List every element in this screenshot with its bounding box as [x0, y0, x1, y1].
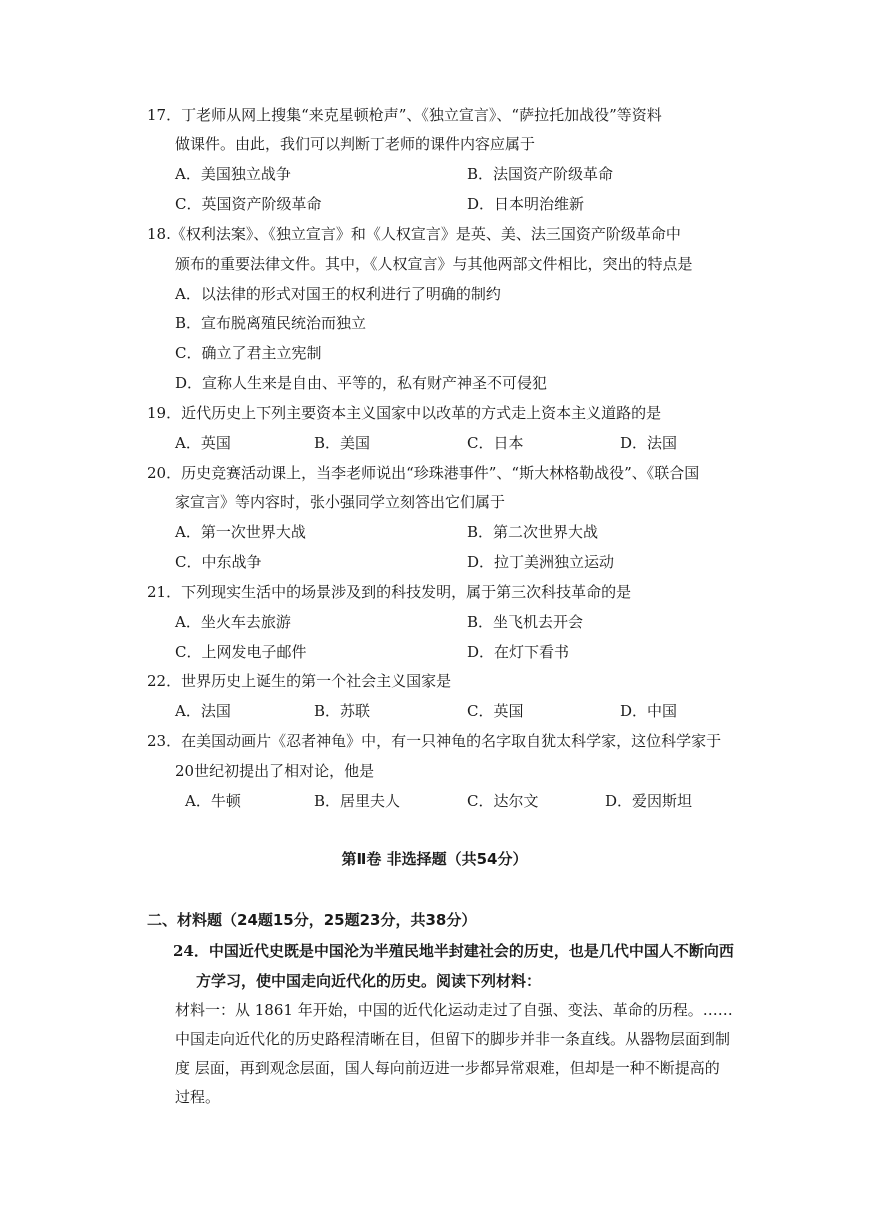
- q24-material1-line4: 过程。: [175, 1088, 221, 1106]
- q23-option-a: A．牛顿: [185, 792, 241, 810]
- q19-option-d: D．法国: [620, 434, 678, 452]
- q24-material1-line1: 材料一：从 1861 年开始，中国的近代化运动走过了自强、变法、革命的历程。……: [175, 1001, 733, 1019]
- q22-option-d: D．中国: [620, 702, 678, 720]
- q20-option-a: A．第一次世界大战: [175, 523, 306, 541]
- section2-heading: 二、材料题（24题15分，25题23分，共38分）: [147, 911, 477, 929]
- q21-option-c: C．上网发电子邮件: [175, 643, 307, 661]
- q21-option-b: B．坐飞机去开会: [467, 613, 584, 631]
- q23-stem-line1: 23．在美国动画片《忍者神龟》中，有一只神龟的名字取自犹太科学家，这位科学家于: [147, 732, 722, 750]
- q24-stem-line1: 24．中国近代史既是中国沦为半殖民地半封建社会的历史，也是几代中国人不断向西: [173, 942, 734, 960]
- q20-stem-line2: 家宣言》等内容时，张小强同学立刻答出它们属于: [175, 493, 506, 511]
- q19-option-a: A．英国: [175, 434, 231, 452]
- q19-option-b: B．美国: [314, 434, 371, 452]
- q19-stem-line1: 19．近代历史上下列主要资本主义国家中以改革的方式走上资本主义道路的是: [147, 404, 662, 422]
- q22-option-c: C．英国: [467, 702, 524, 720]
- q23-option-b: B．居里夫人: [314, 792, 401, 810]
- q23-option-d: D．爱因斯坦: [605, 792, 693, 810]
- q17-option-c: C．英国资产阶级革命: [175, 195, 322, 213]
- q18-option-d: D．宣称人生来是自由、平等的，私有财产神圣不可侵犯: [175, 374, 548, 392]
- q20-stem-line1: 20．历史竞赛活动课上，当李老师说出“珍珠港事件”、“斯大林格勒战役”、《联合国: [147, 464, 700, 482]
- q17-option-d: D．日本明治维新: [467, 195, 585, 213]
- q20-option-b: B．第二次世界大战: [467, 523, 599, 541]
- q22-stem-line1: 22．世界历史上诞生的第一个社会主义国家是: [147, 672, 452, 690]
- q22-option-b: B．苏联: [314, 702, 371, 720]
- q21-option-d: D．在灯下看书: [467, 643, 570, 661]
- q21-stem-line1: 21．下列现实生活中的场景涉及到的科技发明，属于第三次科技革命的是: [147, 583, 632, 601]
- q24-material1-line2: 中国走向近代化的历史路程清晰在目，但留下的脚步并非一条直线。从器物层面到制: [175, 1030, 731, 1048]
- q23-option-c: C．达尔文: [467, 792, 539, 810]
- q17-option-a: A．美国独立战争: [175, 165, 291, 183]
- q22-option-a: A．法国: [175, 702, 231, 720]
- q18-stem-line1: 18.《权利法案》、《独立宣言》和《人权宣言》是英、美、法三国资产阶级革命中: [147, 225, 681, 243]
- q24-material1-line3: 度 层面，再到观念层面，国人每向前迈进一步都异常艰难，但却是一种不断提高的: [175, 1059, 720, 1077]
- q17-stem-line1: 17．丁老师从网上搜集“来克星顿枪声”、《独立宣言》、“萨拉托加战役”等资料: [147, 106, 662, 124]
- q19-option-c: C．日本: [467, 434, 524, 452]
- q17-stem-line2: 做课件。由此，我们可以判断丁老师的课件内容应属于: [175, 135, 536, 153]
- q17-option-b: B．法国资产阶级革命: [467, 165, 614, 183]
- q18-option-c: C．确立了君主立宪制: [175, 344, 322, 362]
- q20-option-c: C．中东战争: [175, 553, 262, 571]
- q24-stem-line2: 方学习，使中国走向近代化的历史。阅读下列材料：: [196, 972, 542, 990]
- q21-option-a: A．坐火车去旅游: [175, 613, 291, 631]
- q18-option-b: B．宣布脱离殖民统治而独立: [175, 314, 367, 332]
- q18-stem-line2: 颁布的重要法律文件。其中，《人权宣言》与其他两部文件相比，突出的特点是: [175, 255, 693, 273]
- q20-option-d: D．拉丁美洲独立运动: [467, 553, 615, 571]
- part2-title: 第Ⅱ卷 非选择题（共54分）: [341, 850, 528, 868]
- q23-stem-line2: 20世纪初提出了相对论，他是: [175, 762, 375, 780]
- q18-option-a: A．以法律的形式对国王的权利进行了明确的制约: [175, 285, 501, 303]
